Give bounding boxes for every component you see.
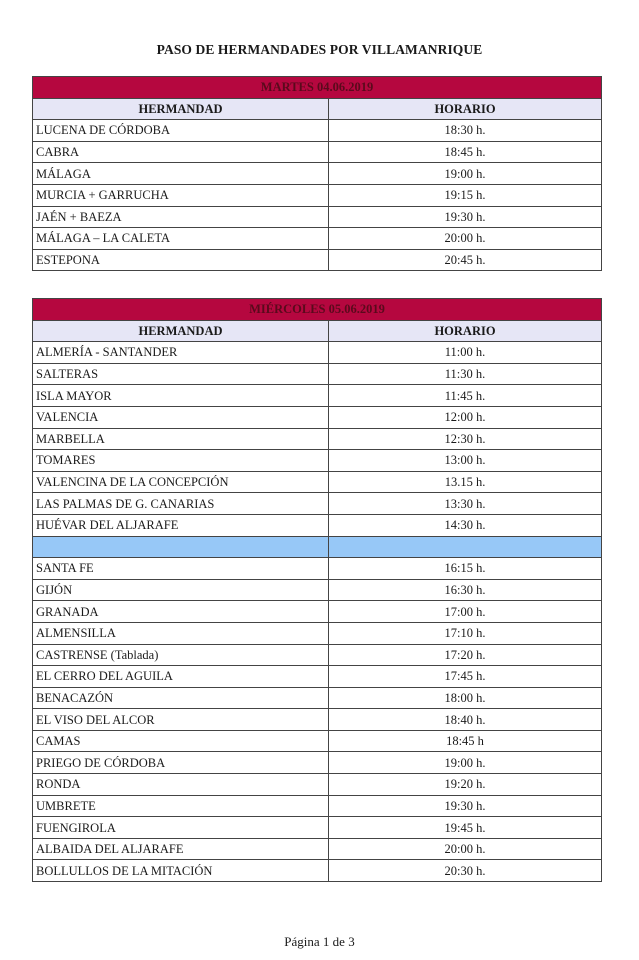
- table-row: [33, 860, 602, 882]
- table-row: [33, 228, 602, 250]
- hermandad-cell: BOLLULLOS DE LA MITACIÓN: [33, 860, 329, 882]
- hermandad-cell: CABRA: [33, 141, 329, 163]
- hermandad-cell: ALMENSILLA: [33, 622, 329, 644]
- horario-cell: 19:00 h.: [329, 752, 602, 774]
- separator-row: [33, 536, 602, 558]
- horario-cell: 18:40 h.: [329, 709, 602, 731]
- table-row: [33, 601, 602, 623]
- horario-cell: 20:30 h.: [329, 860, 602, 882]
- horario-cell: 19:45 h.: [329, 817, 602, 839]
- table-row: [33, 141, 602, 163]
- hermandad-cell: MÁLAGA: [33, 163, 329, 185]
- table-row: [33, 795, 602, 817]
- table-row: [33, 471, 602, 493]
- hermandad-cell: [33, 536, 329, 558]
- table-row: [33, 450, 602, 472]
- hermandad-cell: MÁLAGA – LA CALETA: [33, 228, 329, 250]
- hermandad-cell: CAMAS: [33, 730, 329, 752]
- hermandad-cell: GIJÓN: [33, 579, 329, 601]
- horario-cell: 17:20 h.: [329, 644, 602, 666]
- table-row: [33, 774, 602, 796]
- hermandad-cell: LAS PALMAS DE G. CANARIAS: [33, 493, 329, 515]
- hermandad-cell: FUENGIROLA: [33, 817, 329, 839]
- table-row: [33, 342, 602, 364]
- horario-cell: 19:00 h.: [329, 163, 602, 185]
- horario-cell: 17:45 h.: [329, 666, 602, 688]
- horario-cell: 20:45 h.: [329, 249, 602, 271]
- horario-cell: 20:00 h.: [329, 838, 602, 860]
- hermandad-cell: TOMARES: [33, 450, 329, 472]
- hermandad-cell: GRANADA: [33, 601, 329, 623]
- hermandad-cell: VALENCINA DE LA CONCEPCIÓN: [33, 471, 329, 493]
- table-row: [33, 428, 602, 450]
- hermandad-cell: MARBELLA: [33, 428, 329, 450]
- table-row: [33, 644, 602, 666]
- day-banner-row: [33, 299, 602, 321]
- horario-cell: 19:30 h.: [329, 795, 602, 817]
- column-header-horario: HORARIO: [329, 320, 602, 342]
- header-row: [33, 98, 602, 120]
- horario-cell: 12:30 h.: [329, 428, 602, 450]
- day-banner-row: [33, 77, 602, 99]
- hermandad-cell: CASTRENSE (Tablada): [33, 644, 329, 666]
- horario-cell: 12:00 h.: [329, 406, 602, 428]
- table-row: [33, 666, 602, 688]
- horario-cell: 11:30 h.: [329, 363, 602, 385]
- table-row: [33, 579, 602, 601]
- hermandad-cell: SANTA FE: [33, 558, 329, 580]
- hermandad-cell: ALMERÍA - SANTANDER: [33, 342, 329, 364]
- horario-cell: 17:00 h.: [329, 601, 602, 623]
- hermandad-cell: VALENCIA: [33, 406, 329, 428]
- hermandad-cell: JAÉN + BAEZA: [33, 206, 329, 228]
- horario-cell: 17:10 h.: [329, 622, 602, 644]
- hermandad-cell: ISLA MAYOR: [33, 385, 329, 407]
- horario-cell: 11:00 h.: [329, 342, 602, 364]
- table-row: [33, 206, 602, 228]
- header-row: [33, 320, 602, 342]
- table-row: [33, 406, 602, 428]
- schedule-table-miercoles: [32, 298, 602, 882]
- day-banner: MARTES 04.06.2019: [33, 77, 602, 99]
- horario-cell: 18:45 h.: [329, 141, 602, 163]
- hermandad-cell: ESTEPONA: [33, 249, 329, 271]
- hermandad-cell: MURCIA + GARRUCHA: [33, 184, 329, 206]
- table-row: [33, 730, 602, 752]
- table-row: [33, 817, 602, 839]
- table-row: [33, 163, 602, 185]
- horario-cell: 19:20 h.: [329, 774, 602, 796]
- hermandad-cell: HUÉVAR DEL ALJARAFE: [33, 514, 329, 536]
- hermandad-cell: BENACAZÓN: [33, 687, 329, 709]
- table-row: [33, 184, 602, 206]
- table-row: [33, 622, 602, 644]
- horario-cell: 13:00 h.: [329, 450, 602, 472]
- horario-cell: 20:00 h.: [329, 228, 602, 250]
- table-row: [33, 249, 602, 271]
- table-row: [33, 558, 602, 580]
- column-header-hermandad: HERMANDAD: [33, 98, 329, 120]
- table-row: [33, 385, 602, 407]
- horario-cell: 19:15 h.: [329, 184, 602, 206]
- horario-cell: 18:45 h: [329, 730, 602, 752]
- hermandad-cell: EL CERRO DEL AGUILA: [33, 666, 329, 688]
- horario-cell: 13.15 h.: [329, 471, 602, 493]
- table-row: [33, 838, 602, 860]
- horario-cell: 14:30 h.: [329, 514, 602, 536]
- column-header-hermandad: HERMANDAD: [33, 320, 329, 342]
- horario-cell: 13:30 h.: [329, 493, 602, 515]
- horario-cell: 16:15 h.: [329, 558, 602, 580]
- hermandad-cell: LUCENA DE CÓRDOBA: [33, 120, 329, 142]
- schedule-table-martes: [32, 76, 602, 271]
- table-row: [33, 363, 602, 385]
- table-row: [33, 687, 602, 709]
- horario-cell: 11:45 h.: [329, 385, 602, 407]
- hermandad-cell: ALBAIDA DEL ALJARAFE: [33, 838, 329, 860]
- day-banner: MIÉRCOLES 05.06.2019: [33, 299, 602, 321]
- hermandad-cell: RONDA: [33, 774, 329, 796]
- horario-cell: [329, 536, 602, 558]
- table-row: [33, 493, 602, 515]
- table-row: [33, 709, 602, 731]
- hermandad-cell: PRIEGO DE CÓRDOBA: [33, 752, 329, 774]
- hermandad-cell: EL VISO DEL ALCOR: [33, 709, 329, 731]
- page-title: PASO DE HERMANDADES POR VILLAMANRIQUE: [156, 42, 483, 57]
- hermandad-cell: UMBRETE: [33, 795, 329, 817]
- page-number: Página 1 de 3: [284, 934, 355, 949]
- table-row: [33, 120, 602, 142]
- column-header-horario: HORARIO: [329, 98, 602, 120]
- table-row: [33, 514, 602, 536]
- horario-cell: 16:30 h.: [329, 579, 602, 601]
- horario-cell: 18:00 h.: [329, 687, 602, 709]
- horario-cell: 18:30 h.: [329, 120, 602, 142]
- hermandad-cell: SALTERAS: [33, 363, 329, 385]
- table-row: [33, 752, 602, 774]
- horario-cell: 19:30 h.: [329, 206, 602, 228]
